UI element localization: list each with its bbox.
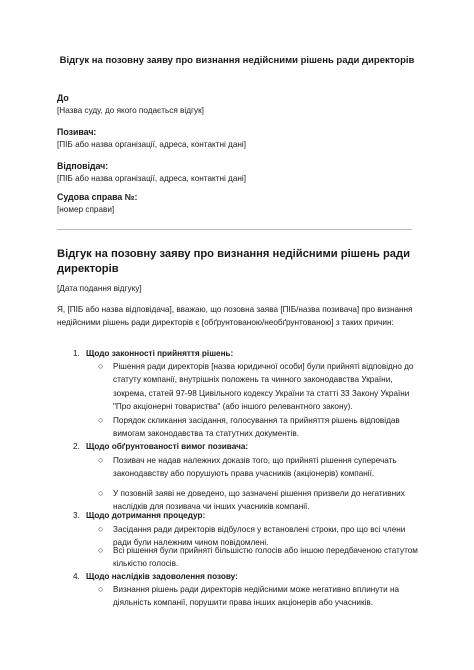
section-number: 4. bbox=[73, 572, 80, 581]
field-value-plaintiff: [ПІБ або назва організації, адреса, контактні дані] bbox=[57, 140, 247, 149]
section-number: 1. bbox=[73, 349, 80, 358]
bullet-icon: ○ bbox=[98, 415, 104, 425]
list-item: Всі рішення були прийняті більшістю голосів або іншою передбаченою статутом кількістю голосів. bbox=[113, 546, 418, 569]
list-item: Позивач не надав належних доказів того, що прийняті рішення суперечать законодавству або порушують права учасників (акціонерів) компанії. bbox=[113, 456, 397, 479]
section-title-validity: Щодо обґрунтованості вимог позивача: bbox=[86, 442, 249, 451]
list-item: Рішення ради директорів [назва юридичної особи] були прийняті відповідно до статуту компанії, внутрішніх положень та чинного законодавства України, зокрема, статей 97-98 Цивільного кодексу України та статті 33 Закону України "Про акціонерні товариства" (або іншого релевантного закону). bbox=[113, 362, 414, 411]
section-divider bbox=[57, 229, 412, 230]
field-value-court: [Назва суду, до якого подається відгук] bbox=[57, 106, 204, 115]
document-title: Відгук на позовну заяву про визнання недійсними рішень ради директорів bbox=[59, 55, 415, 66]
bullet-icon: ○ bbox=[98, 488, 104, 498]
list-item: Порядок скликання засідання, голосування та прийняття рішень відповідав вимогам законодавства та статутних документів. bbox=[113, 416, 400, 439]
section-title-procedures: Щодо дотримання процедур: bbox=[86, 511, 206, 520]
bullet-icon: ○ bbox=[98, 545, 104, 555]
body-heading: Відгук на позовну заяву про визнання недійсними рішень ради директорів bbox=[57, 248, 411, 275]
bullet-icon: ○ bbox=[98, 455, 104, 465]
field-value-defendant: [ПІБ або назва організації, адреса, контактні дані] bbox=[57, 174, 247, 183]
intro-paragraph: Я, [ПІБ або назва відповідача], вважаю, що позовна заява [ПІБ/назва позивача] про визнання недійсними рішень ради директорів є [обґрунтованою/необґрунтованою] з таких причин: bbox=[57, 305, 413, 327]
bullet-icon: ○ bbox=[98, 584, 104, 594]
field-label-defendant: Відповідач: bbox=[57, 161, 109, 171]
section-number: 2. bbox=[73, 442, 80, 451]
date-placeholder: [Дата подання відгуку] bbox=[57, 284, 142, 293]
list-item: У позовній заяві не доведено, що зазначені рішення призвели до негативних наслідків для позивача чи інших учасників компанії. bbox=[113, 489, 405, 512]
section-title-consequences: Щодо наслідків задоволення позову: bbox=[86, 572, 238, 581]
section-title-legality: Щодо законності прийняття рішень: bbox=[86, 349, 234, 358]
list-item: Засідання ради директорів відбулося у встановлені строки, про що всі члени ради були належним чином повідомлені. bbox=[113, 525, 406, 548]
field-label-court: До bbox=[57, 93, 69, 103]
field-label-plaintiff: Позивач: bbox=[57, 127, 97, 137]
list-item: Визнання рішень ради директорів недійсними може негативно вплинути на діяльність компанії, порушити права інших акціонерів або учасників. bbox=[113, 585, 400, 608]
bullet-icon: ○ bbox=[98, 361, 104, 371]
field-value-case-number: [номер справи] bbox=[57, 205, 115, 214]
bullet-icon: ○ bbox=[98, 524, 104, 534]
section-number: 3. bbox=[73, 511, 80, 520]
field-label-case-number: Судова справа №: bbox=[57, 192, 138, 202]
